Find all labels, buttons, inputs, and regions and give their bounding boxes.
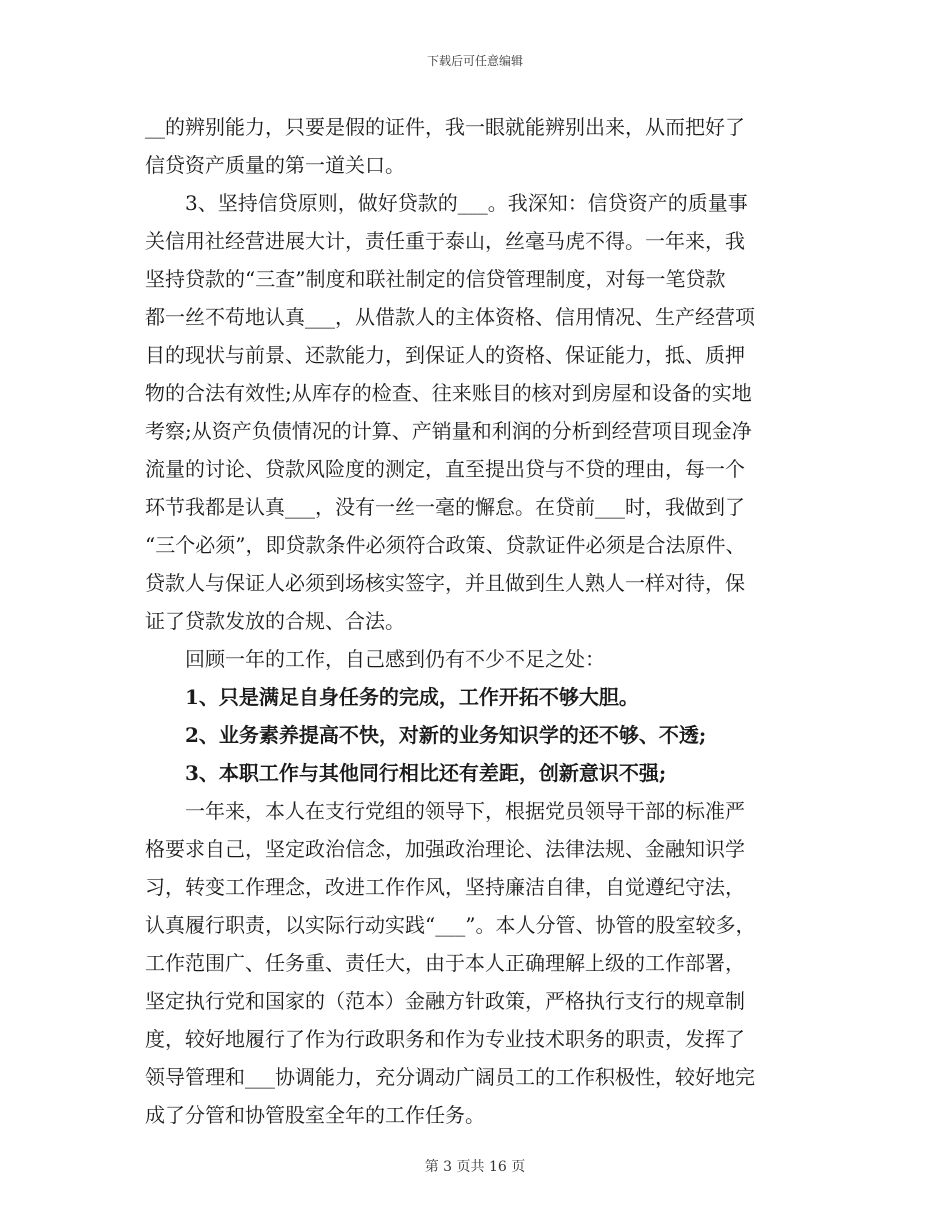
text-line: 物的合法有效性;从库存的检查、往来账目的核对到房屋和设备的实地	[145, 381, 752, 405]
text-line: 工作范围广、任务重、责任大，由于本人正确理解上级的工作部署，	[145, 951, 745, 975]
page-footer: 第 3 页共 16 页	[424, 1159, 526, 1175]
text-line: 回顾一年的工作，自己感到仍有不少不足之处：	[185, 647, 605, 671]
page-header: 下载后可任意编辑	[426, 54, 523, 68]
document-body	[145, 108, 825, 1134]
text-line: 度，较好地履行了作为行政职务和作为专业技术职务的职责，发挥了	[145, 1027, 745, 1051]
text-line: 3、本职工作与其他同行相比还有差距，创新意识不强;	[185, 761, 667, 785]
text-line: 都一丝不苟地认真___，从借款人的主体资格、信用情况、生产经营项	[145, 305, 755, 329]
text-line: 目的现状与前景、还款能力，到保证人的资格、保证能力，抵、质押	[145, 343, 745, 367]
text-line: 坚定执行党和国家的（范本）金融方针政策，严格执行支行的规章制	[145, 989, 745, 1013]
text-line: 成了分管和协管股室全年的工作任务。	[145, 1103, 485, 1127]
text-line: 3、坚持信贷原则，做好贷款的___。我深知：信贷资产的质量事	[185, 191, 748, 215]
text-line: 环节我都是认真___，没有一丝一毫的懈怠。在贷前___时，我做到了	[145, 495, 745, 519]
text-line: __的辨别能力，只要是假的证件，我一眼就能辨别出来，从而把好了	[145, 115, 745, 139]
text-line: 1、只是满足自身任务的完成，工作开拓不够大胆。	[185, 685, 639, 709]
text-line: “三个必须”，即贷款条件必须符合政策、贷款证件必须是合法原件、	[145, 533, 746, 557]
text-line: 信贷资产质量的第一道关口。	[145, 153, 405, 177]
text-line: 习，转变工作理念，改进工作作风，坚持廉洁自律，自觉遵纪守法，	[145, 875, 745, 899]
text-line: 关信用社经营进展大计，责任重于泰山，丝毫马虎不得。一年来，我	[145, 229, 745, 253]
text-line: 格要求自己，坚定政治信念，加强政治理论、法律法规、金融知识学	[145, 837, 745, 861]
text-line: 贷款人与保证人必须到场核实签字，并且做到生人熟人一样对待，保	[145, 571, 745, 595]
text-line: 2、业务素养提高不快，对新的业务知识学的还不够、不透;	[185, 723, 707, 747]
text-line: 流量的讨论、贷款风险度的测定，直至提出贷与不贷的理由，每一个	[145, 457, 745, 481]
text-line: 考察;从资产负债情况的计算、产销量和利润的分析到经营项目现金净	[145, 419, 752, 443]
text-line: 一年来，本人在支行党组的领导下，根据党员领导干部的标准严	[185, 799, 745, 823]
text-line: 证了贷款发放的合规、合法。	[145, 609, 405, 633]
text-line: 坚持贷款的“三查”制度和联社制定的信贷管理制度，对每一笔贷款	[145, 267, 726, 291]
text-line: 认真履行职责，以实际行动实践“___”。本人分管、协管的股室较多，	[145, 913, 756, 937]
text-line: 领导管理和___协调能力，充分调动广阔员工的工作积极性，较好地完	[145, 1065, 755, 1089]
